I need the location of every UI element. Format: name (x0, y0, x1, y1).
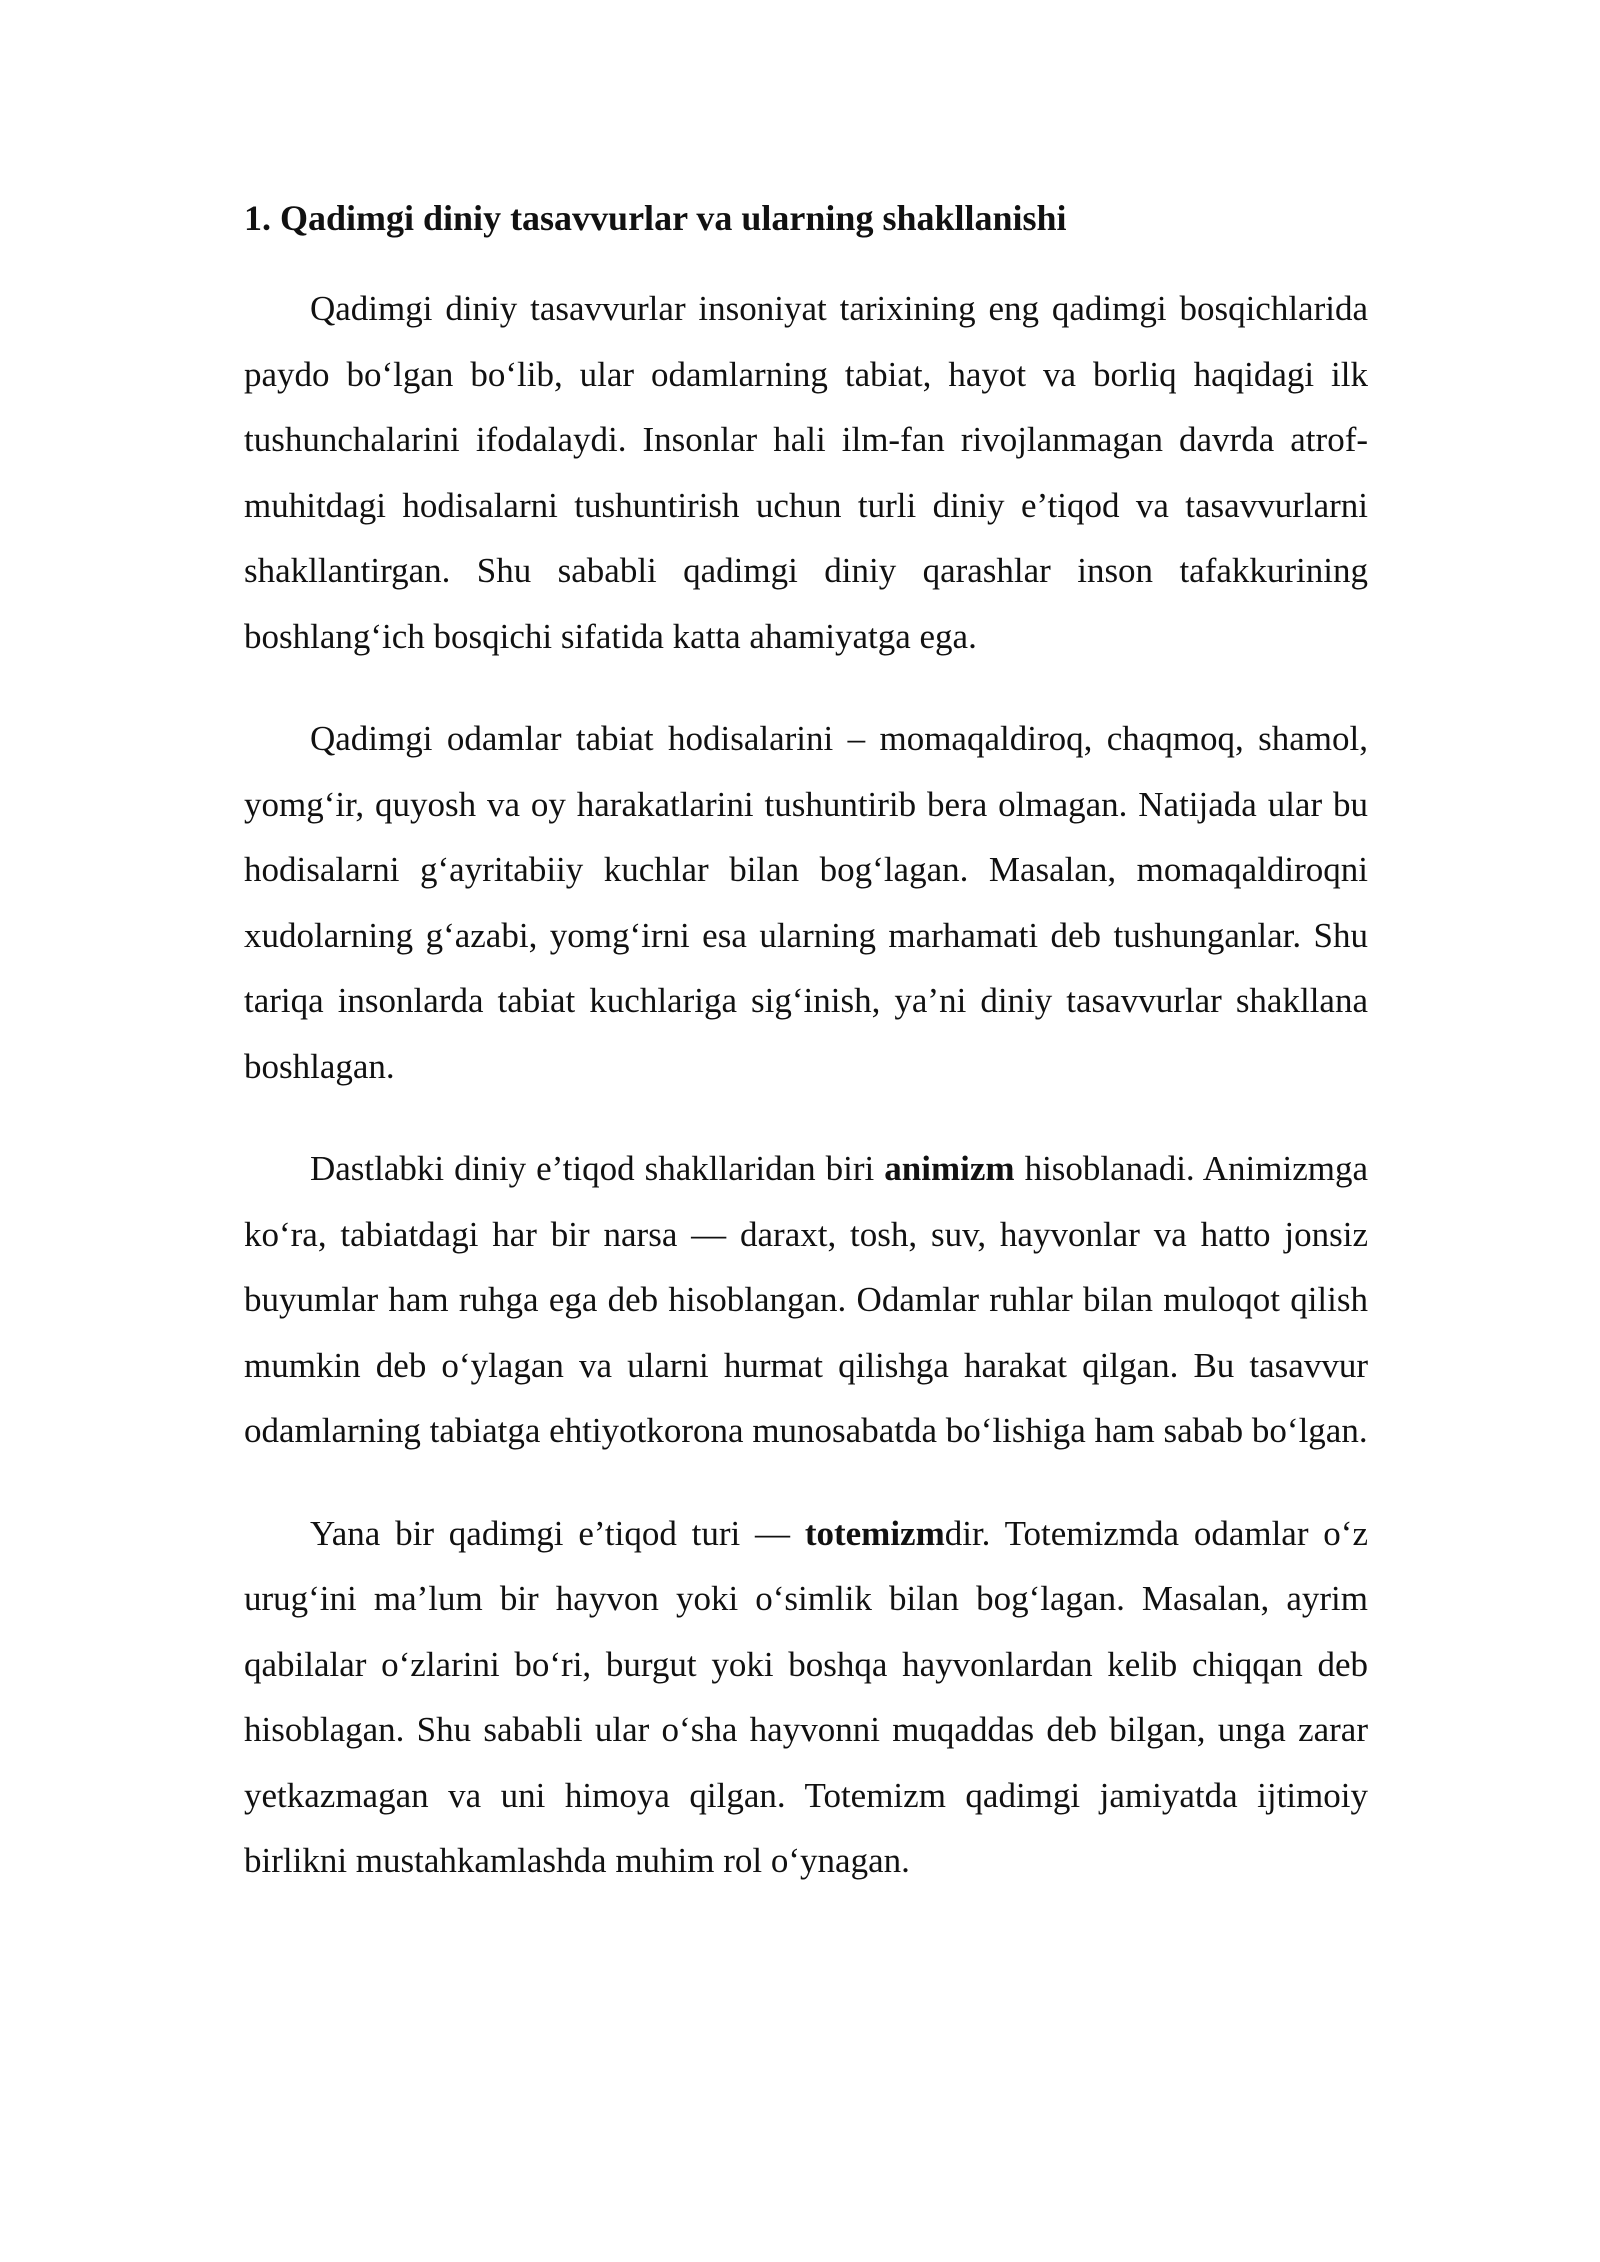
paragraph-4-tail: dir. Totemizmda odamlar o‘z urug‘ini ma’lum bir hayvon yoki o‘simlik bilan bog‘lagan. Masalan, ayrim qabilalar o‘zlarini bo‘ri, burgut yoki boshqa hayvonlardan kelib chiqqan deb hisoblagan. Shu sababli ular o‘sha hayvonni muqaddas deb bilgan, unga zarar yetkazmagan va uni himoya qilgan. Totemizm qadimgi jamiyatda ijtimoiy birlikni mustahkamlashda muhim rol o‘ynagan. (244, 1513, 1368, 1880)
paragraph-4-lead: Yana bir qadimgi e’tiqod turi — (310, 1513, 805, 1553)
term-totemizm: totemizm (804, 1513, 945, 1553)
paragraph-3-lead: Dastlabki diniy e’tiqod shakllaridan biri (310, 1149, 885, 1188)
term-animizm: animizm (884, 1149, 1015, 1188)
document-body (244, 190, 1368, 1931)
paragraph-2: Qadimgi odamlar tabiat hodisalarini – momaqaldiroq, chaqmoq, shamol, yomg‘ir, quyosh va oy harakatlarini tushuntirib bera olmagan. Natijada ular bu hodisalarni g‘ayritabiiy kuchlar bilan bog‘lagan. Masalan, momaqaldiroqni xudolarning g‘azabi, yomg‘irni esa ularning marhamati deb tushunganlar. Shu tariqa insonlarda tabiat kuchlariga sig‘inish, ya’ni diniy tasavvurlar shakllana boshlagan. (244, 719, 1368, 1086)
paragraph-3 (244, 1136, 1368, 1464)
paragraph-3-tail: hisoblanadi. Animizmga ko‘ra, tabiatdagi har bir narsa — daraxt, tosh, suv, hayvonlar va hatto jonsiz buyumlar ham ruhga ega deb hisoblangan. Odamlar ruhlar bilan muloqot qilish mumkin deb o‘ylagan va ularni hurmat qilishga harakat qilgan. Bu tasavvur odamlarning tabiatga ehtiyotkorona munosabatda bo‘lishiga ham sabab bo‘lgan. (244, 1149, 1368, 1450)
paragraph-4 (244, 1501, 1368, 1894)
section-heading: 1. Qadimgi diniy tasavvurlar va ularning shakllanishi (244, 198, 1067, 238)
paragraph-1: Qadimgi diniy tasavvurlar insoniyat tarixining eng qadimgi bosqichlarida paydo bo‘lgan bo‘lib, ular odamlarning tabiat, hayot va borliq haqidagi ilk tushunchalarini ifodalaydi. Insonlar hali ilm-fan rivojlanmagan davrda atrof-muhitdagi hodisalarni tushuntirish uchun turli diniy e’tiqod va tasavvurlarni shakllantirgan. Shu sababli qadimgi diniy qarashlar inson tafakkurining boshlang‘ich bosqichi sifatida katta ahamiyatga ega. (244, 289, 1368, 656)
